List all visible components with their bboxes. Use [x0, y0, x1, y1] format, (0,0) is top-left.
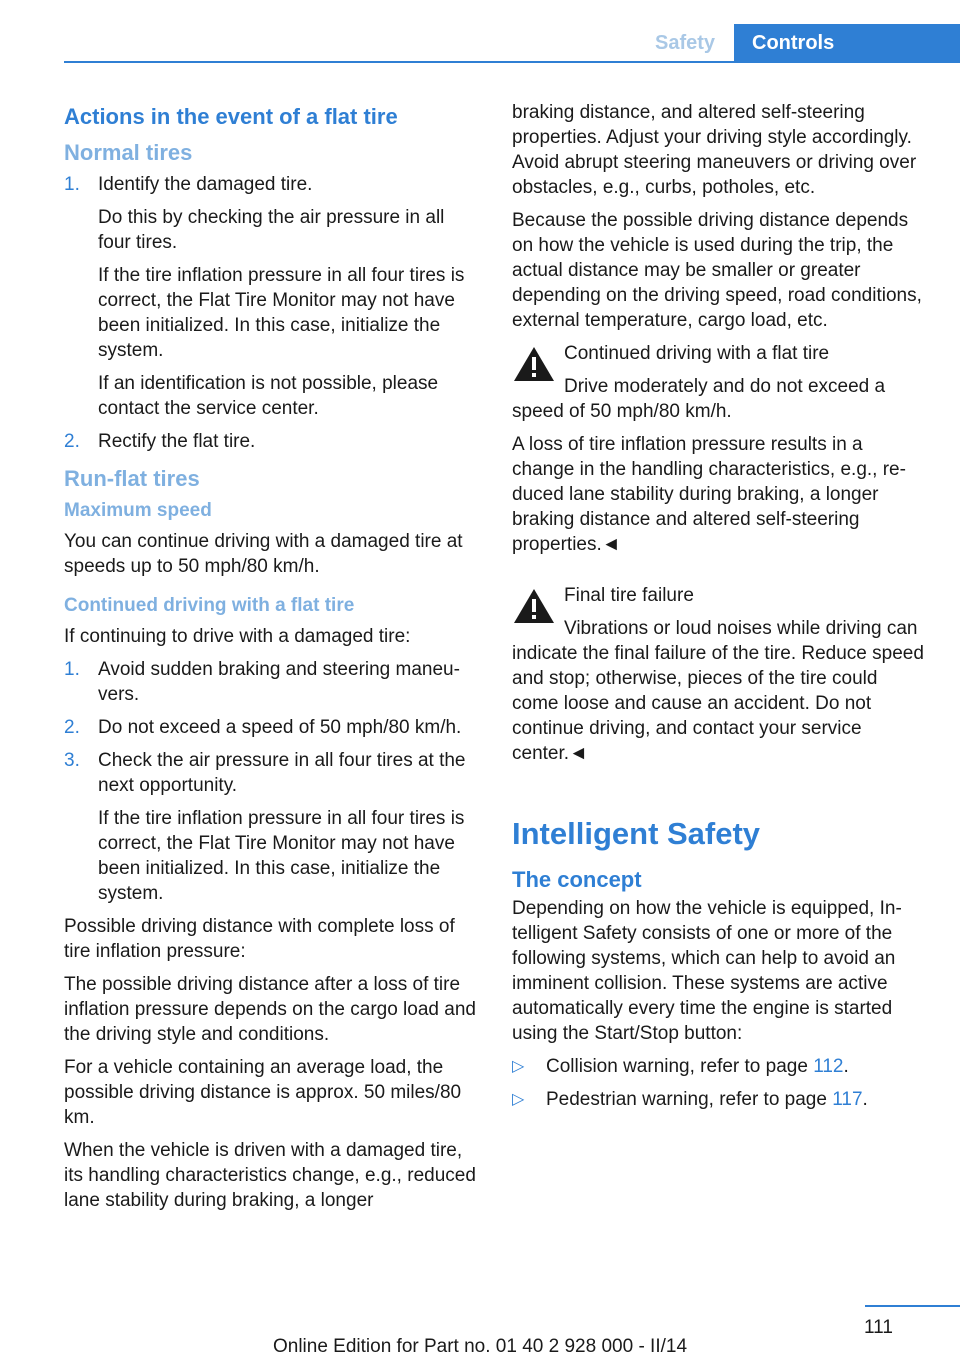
- page-number: 111: [864, 1317, 893, 1338]
- bullet-text: Collision warning, refer to page: [546, 1056, 814, 1077]
- step-text: Identify the damaged tire.: [98, 174, 313, 195]
- header-rule: [64, 61, 960, 63]
- heading-continued-driving: Continued driving with a flat tire: [64, 595, 355, 616]
- step-number: 2.: [64, 717, 80, 738]
- left-column: [64, 100, 482, 1221]
- step-text: If an identification is not possible, please contact the service center.: [98, 373, 439, 419]
- list-item: [512, 1087, 928, 1112]
- step-number: 1.: [64, 659, 80, 680]
- warning-title: Continued driving with a flat tire: [564, 343, 830, 364]
- distance-depends-text: The possible driving distance after a loss of tire inflation pressure depends on the cargo load and the driving style and conditions.: [64, 974, 476, 1045]
- heading-maximum-speed: Maximum speed: [64, 500, 212, 521]
- edition-footer: Online Edition for Part no. 01 40 2 928 000 - II/14: [272, 1336, 688, 1357]
- systems-list: [512, 1054, 928, 1112]
- step-text: Avoid sudden braking and steering maneuvers.: [98, 659, 460, 705]
- step-number: 3.: [64, 750, 80, 771]
- right-column: [512, 100, 928, 1120]
- bullet-text: Pedestrian warning, refer to page: [546, 1089, 833, 1110]
- step-text: Do this by checking the air pressure in all four tires.: [98, 207, 445, 253]
- list-item: [64, 715, 482, 740]
- step-text: If the tire inflation pressure in all four tires is correct, the Flat Tire Monitor may not have been initialized. In this case, initialize the system.: [98, 808, 465, 904]
- warning-continued-driving: [512, 341, 928, 565]
- bullet-end: .: [843, 1056, 849, 1077]
- page-link-117[interactable]: 117: [832, 1089, 863, 1110]
- warning-text: Vibrations or loud noises while driving can indicate the final failure of the tire. Reduce speed and stop; otherwise, pieces of the tire could come loose and cause an accident. Do not continue driving, and contact your service center.◄: [512, 618, 924, 764]
- heading-normal-tires: Normal tires: [64, 140, 193, 165]
- triangle-bullet-icon: ▷: [512, 1091, 525, 1108]
- heading-intelligent-safety: Intelligent Safety: [512, 816, 761, 851]
- list-item: [512, 1054, 928, 1079]
- page-link-112[interactable]: 112: [813, 1056, 844, 1077]
- step-text: If the tire inflation pressure in all four tires is correct, the Flat Tire Monitor may not have been initialized. In this case, initialize the system.: [98, 265, 465, 361]
- possible-distance-text: Possible driving distance with complete loss of tire inflation pressure:: [64, 916, 455, 962]
- continued-driving-steps: [64, 657, 482, 906]
- bullet-end: .: [862, 1089, 868, 1110]
- warning-triangle-icon: [512, 587, 556, 625]
- list-item: [64, 429, 482, 454]
- normal-tires-steps: [64, 172, 482, 454]
- step-number: 1.: [64, 174, 80, 195]
- warning-text: A loss of tire inflation pressure results in a change in the handling characteristics, e.g., reduced lane stability during braking, a longer braking distance and altered self-steering properties.◄: [512, 434, 906, 555]
- warning-final-tire-failure: [512, 583, 928, 774]
- triangle-bullet-icon: ▷: [512, 1058, 525, 1075]
- warning-text: Drive moderately and do not exceed a speed of 50 mph/80 km/h.: [512, 376, 886, 422]
- step-number: 2.: [64, 431, 80, 452]
- list-item: [64, 657, 482, 707]
- list-item: [64, 748, 482, 906]
- header-tabs: [636, 24, 960, 62]
- handling-change-text: When the vehicle is driven with a damaged tire, its handling characteristics change, e.g., reduced lane stability during braking, a longer: [64, 1140, 476, 1211]
- tab-safety[interactable]: Safety: [636, 24, 734, 62]
- list-item: [64, 172, 482, 421]
- warning-title: Final tire failure: [564, 585, 694, 606]
- handling-continued-text: braking distance, and altered self-steering properties. Adjust your driving style accordingly. Avoid abrupt steering maneuvers or driving over obstacles, e.g., curbs, potholes, etc.: [512, 102, 917, 198]
- footer-rule: [865, 1305, 960, 1307]
- step-text: Do not exceed a speed of 50 mph/80 km/h.: [98, 717, 462, 738]
- step-text: Check the air pressure in all four tires at the next opportunity.: [98, 750, 466, 796]
- average-load-text: For a vehicle containing an average load, the possible driving distance is approx. 50 miles/80 km.: [64, 1057, 462, 1128]
- heading-run-flat-tires: Run-flat tires: [64, 466, 200, 491]
- warning-triangle-icon: [512, 345, 556, 383]
- continued-intro: If continuing to drive with a damaged tire:: [64, 626, 411, 647]
- distance-varies-text: Because the possible driving distance depends on how the vehicle is used during the trip, the actual distance may be smaller or greater depending on the driving speed, road conditions, external temperature, cargo load, etc.: [512, 210, 922, 331]
- heading-the-concept: The concept: [512, 867, 642, 892]
- heading-flat-tire-actions: Actions in the event of a flat tire: [64, 104, 398, 129]
- concept-text: Depending on how the vehicle is equipped, Intelligent Safety consists of one or more of the following systems, which can help to avoid an imminent collision. These systems are active automatically every time the engine is started using the Start/Stop button:: [512, 898, 902, 1044]
- step-text: Rectify the flat tire.: [98, 431, 256, 452]
- tab-controls[interactable]: Controls: [734, 24, 960, 62]
- maximum-speed-text: You can continue driving with a damaged tire at speeds up to 50 mph/80 km/h.: [64, 531, 463, 577]
